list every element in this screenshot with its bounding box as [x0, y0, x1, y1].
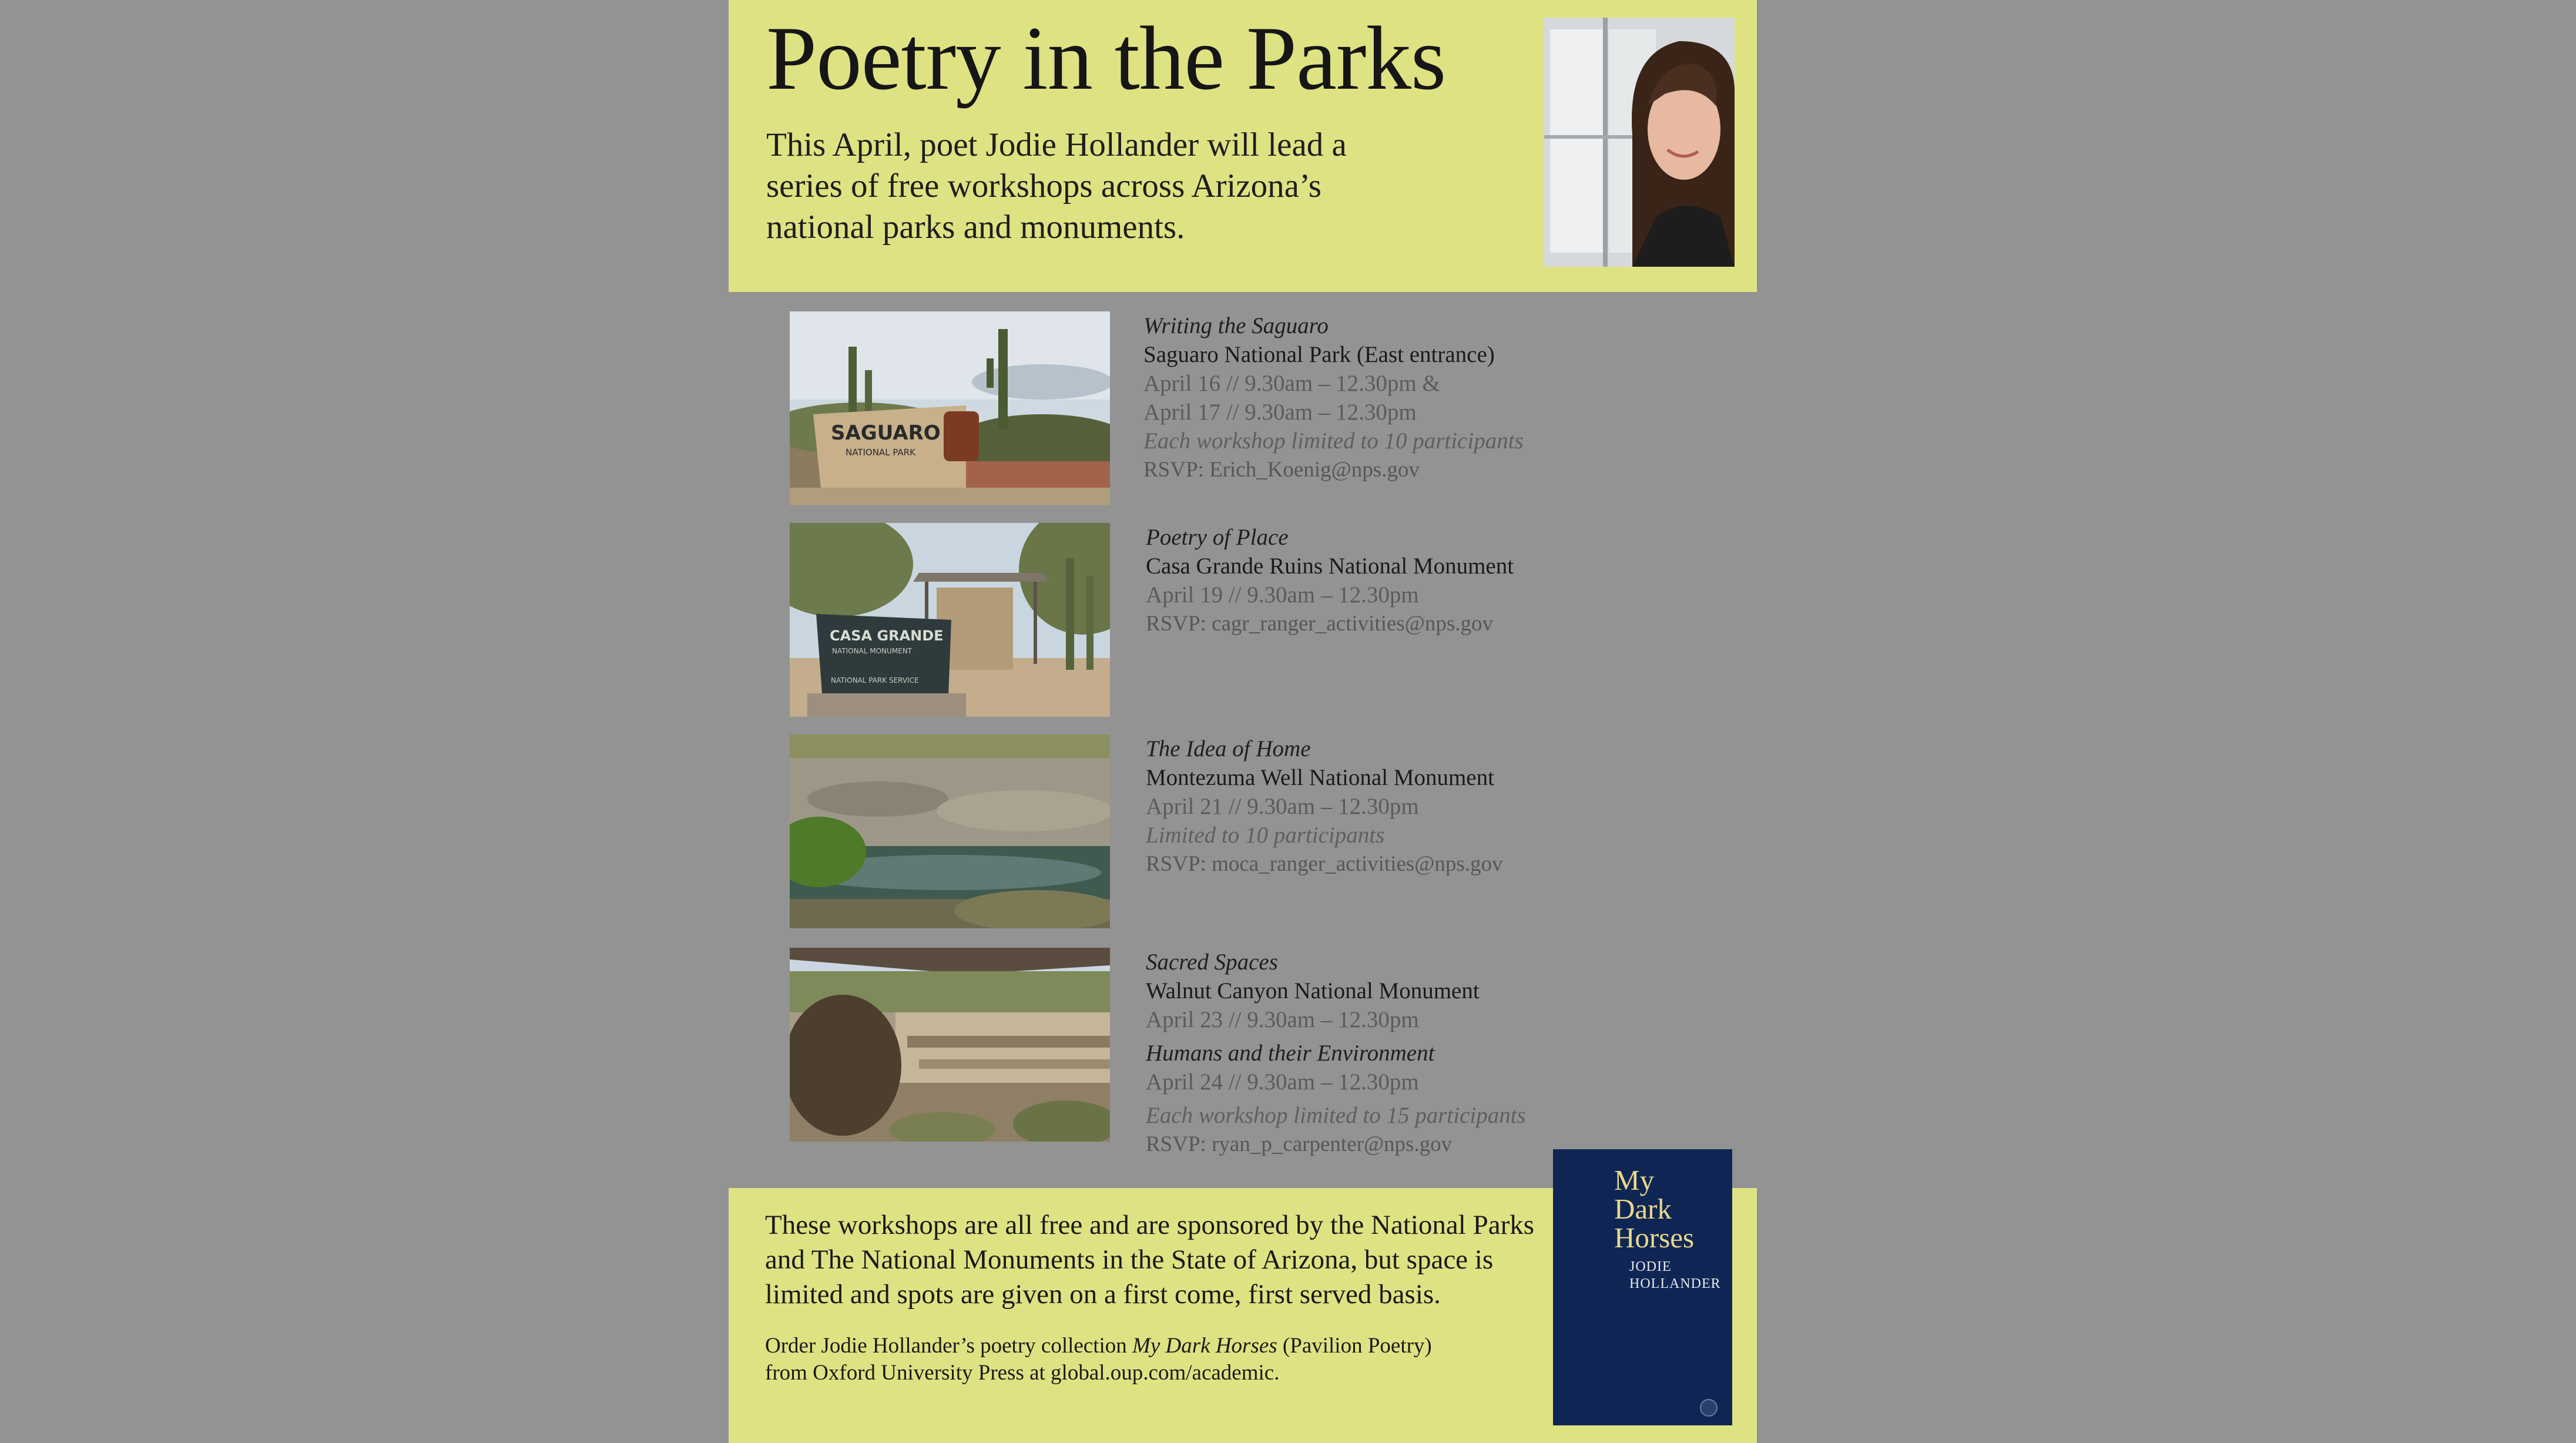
- workshop-venue: Casa Grande Ruins National Monument: [1146, 553, 1514, 579]
- workshop-title-second: Humans and their Environment: [1146, 1041, 1435, 1066]
- order-prefix: Order Jodie Hollander’s poetry collection: [765, 1334, 1133, 1358]
- workshop-casa-grande-details: [1146, 523, 1514, 638]
- workshop-rsvp: RSVP: moca_ranger_activities@nps.gov: [1146, 852, 1503, 876]
- casa-grande-sign-line2: NATIONAL MONUMENT: [832, 647, 913, 655]
- spacer: [1146, 1096, 1526, 1101]
- poster-title: Poetry in the Parks: [766, 8, 1446, 109]
- workshop-limit: Each workshop limited to 10 participants: [1143, 428, 1524, 454]
- workshop-date: April 24 // 9.30am – 12.30pm: [1146, 1069, 1419, 1095]
- book-title-line: Horses: [1614, 1221, 1695, 1254]
- order-text: [765, 1333, 1500, 1387]
- workshop-limit: Each workshop limited to 15 participants: [1146, 1103, 1526, 1128]
- saguaro-sign-photo: [790, 311, 1110, 505]
- poster: [729, 0, 1757, 1443]
- workshop-date: April 16 // 9.30am – 12.30pm &: [1143, 371, 1440, 396]
- workshop-walnut-canyon: [790, 948, 1730, 1156]
- saguaro-sign-line2: NATIONAL PARK: [846, 447, 915, 458]
- workshop-saguaro-details: [1143, 311, 1524, 484]
- workshop-date: April 23 // 9.30am – 12.30pm: [1146, 1007, 1419, 1032]
- workshop-title: The Idea of Home: [1146, 736, 1311, 761]
- workshop-montezuma-well-details: [1146, 734, 1502, 878]
- order-suffix: (Pavilion Poetry): [1277, 1334, 1432, 1358]
- saguaro-sign-line1: SAGUARO: [831, 421, 941, 445]
- workshop-montezuma-well: [790, 734, 1730, 928]
- workshop-walnut-canyon-details: [1146, 948, 1526, 1159]
- book-author-line: JODIE: [1629, 1259, 1672, 1274]
- workshop-date: April 19 // 9.30am – 12.30pm: [1146, 582, 1419, 608]
- book-cover-author: [1629, 1259, 1721, 1293]
- workshop-saguaro: [790, 311, 1730, 505]
- workshop-venue: Saguaro National Park (East entrance): [1143, 342, 1495, 367]
- montezuma-well-photo: [790, 734, 1110, 928]
- spacer: [1146, 1034, 1526, 1039]
- workshop-title: Sacred Spaces: [1146, 949, 1278, 975]
- sponsor-text: These workshops are all free and are sponsored by the National Parks and The National Monuments in the State of Arizona, but space is limited and spots are given on a first come, first served basis.: [765, 1210, 1535, 1310]
- poet-portrait-photo: [1544, 18, 1735, 267]
- workshop-limit: Limited to 10 participants: [1146, 823, 1385, 848]
- workshop-date: April 17 // 9.30am – 12.30pm: [1143, 400, 1417, 425]
- workshop-title: Writing the Saguaro: [1143, 313, 1329, 338]
- workshop-casa-grande: [790, 523, 1730, 717]
- walnut-canyon-photo: [790, 948, 1110, 1142]
- book-author-line: HOLLANDER: [1629, 1276, 1721, 1291]
- casa-grande-sign-photo: [790, 523, 1110, 717]
- casa-grande-sign-line1: CASA GRANDE: [830, 627, 944, 644]
- header-panel: [729, 0, 1757, 292]
- book-title-line: My: [1614, 1164, 1655, 1196]
- casa-grande-sign-line3: NATIONAL PARK SERVICE: [831, 676, 919, 684]
- workshop-rsvp: RSVP: cagr_ranger_activities@nps.gov: [1146, 612, 1494, 636]
- workshop-rsvp: RSVP: ryan_p_carpenter@nps.gov: [1146, 1132, 1453, 1156]
- intro-text: This April, poet Jodie Hollander will lead a series of free workshops across Arizona’s national parks and monuments.: [766, 126, 1347, 246]
- workshop-venue: Montezuma Well National Monument: [1146, 765, 1494, 790]
- order-line2: from Oxford University Press at global.oup.com/academic.: [765, 1361, 1280, 1385]
- workshop-date: April 21 // 9.30am – 12.30pm: [1146, 794, 1419, 819]
- book-cover-title: [1614, 1166, 1726, 1252]
- workshop-rsvp: RSVP: Erich_Koenig@nps.gov: [1143, 458, 1420, 482]
- publisher-logo-icon: [1700, 1399, 1718, 1417]
- workshop-venue: Walnut Canyon National Monument: [1146, 978, 1480, 1004]
- book-cover: [1553, 1149, 1732, 1425]
- book-title-line: Dark: [1614, 1193, 1672, 1225]
- order-book-title: My Dark Horses: [1132, 1334, 1277, 1358]
- workshop-title: Poetry of Place: [1146, 525, 1289, 550]
